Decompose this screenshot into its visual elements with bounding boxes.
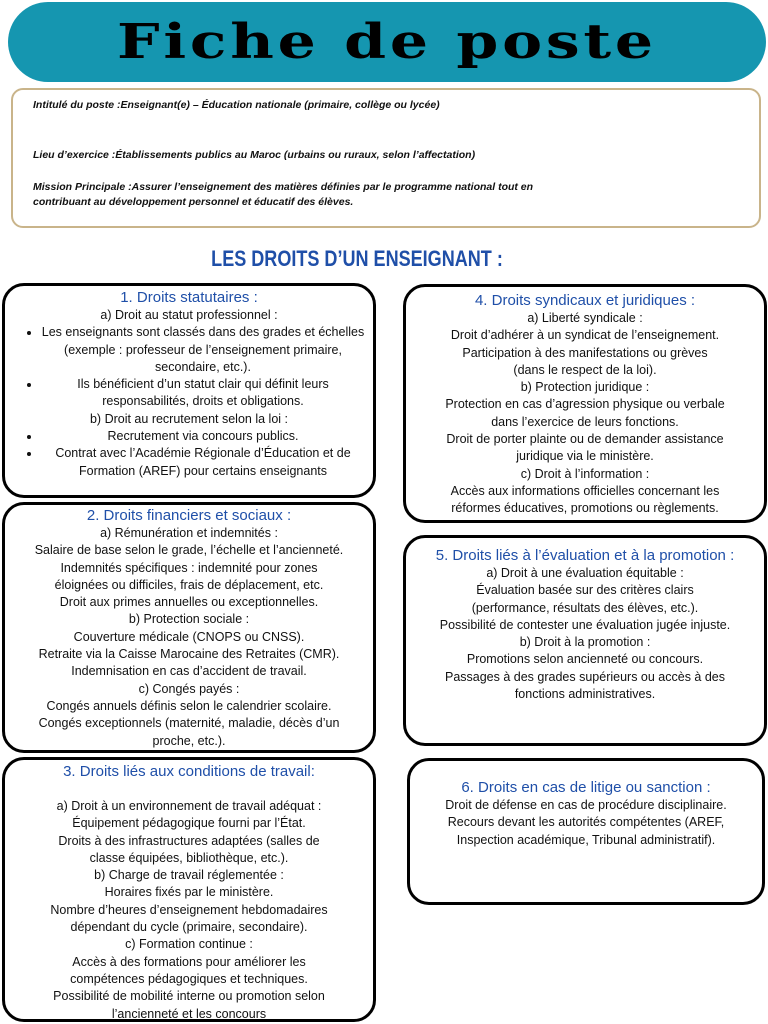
text-line: Droit de défense en cas de procédure disciplinaire. — [445, 798, 727, 812]
box-heading: 2. Droits financiers et sociaux : — [86, 507, 292, 524]
text-line: Recours devant les autorités compétentes (AREF, — [447, 815, 725, 830]
evaluation-promotion-rights-box — [403, 535, 767, 746]
text-line: a) Rémunération et indemnités : — [100, 526, 278, 540]
text-line: Accès à des formations pour améliorer les — [72, 954, 306, 969]
list-item: • Les enseignants sont classés dans des grades et échelles (exemple : professeur de l’enseignement primaire, secondaire, etc.). — [41, 324, 365, 376]
box-heading: 4. Droits syndicaux et juridiques : — [474, 292, 696, 309]
text-line: Droit aux primes annuelles ou exceptionnelles. — [59, 595, 319, 610]
list-item: • Recrutement via concours publics. — [41, 428, 365, 445]
union-legal-rights-box — [403, 284, 767, 523]
mission-line-1: Mission Principale :Assurer l’enseignement des matières définies par le programme national tout en — [33, 181, 534, 193]
text-line: Possibilité de contester une évaluation jugée injuste. — [439, 617, 731, 632]
title-banner — [8, 2, 766, 82]
list-item: • Contrat avec l’Académie Régionale d’Éducation et de Formation (AREF) pour certains enseignants — [41, 445, 365, 480]
job-info-box — [11, 88, 761, 228]
text-line: b) Droit à la promotion : — [519, 635, 651, 650]
dispute-sanction-rights-box — [407, 758, 765, 905]
text-line: l’ancienneté et les concours — [111, 1006, 267, 1021]
text-line: éloignées ou difficiles, frais de déplacement, etc. — [54, 577, 324, 592]
statutory-rights-box — [2, 283, 376, 498]
text-line: a) Droit à un environnement de travail adéquat : — [56, 799, 322, 813]
text-line: Horaires fixés par le ministère. — [104, 885, 274, 900]
text-line: Équipement pédagogique fourni par l’État. — [72, 816, 306, 831]
text-line: Indemnités spécifiques : indemnité pour zones — [60, 560, 318, 575]
text-line: Nombre d’heures d’enseignement hebdomadaires — [50, 902, 328, 917]
text-line: Congés exceptionnels (maternité, maladie, décès d’un — [38, 716, 340, 731]
text-line: b) Charge de travail réglementée : — [94, 868, 284, 883]
text-line: dans l’exercice de leurs fonctions. — [491, 414, 679, 429]
text-line: Inspection académique, Tribunal administratif). — [456, 832, 716, 847]
text-line: b) Protection sociale : — [128, 612, 250, 627]
text-line: Promotions selon ancienneté ou concours. — [466, 652, 704, 667]
box-heading: 3. Droits liés aux conditions de travail: — [63, 763, 315, 780]
text-line: compétences pédagogiques et techniques. — [70, 971, 308, 986]
text-line: c) Formation continue : — [125, 937, 253, 952]
text-line: Droits à des infrastructures adaptées (salles de — [58, 833, 320, 848]
text-line: dépendant du cycle (primaire, secondaire). — [70, 920, 308, 935]
financial-social-rights-box — [2, 502, 376, 753]
bullet-list — [5, 324, 373, 410]
text-line: Droit d’adhérer à un syndicat de l’enseignement. — [450, 328, 720, 343]
text-line: Droit de porter plainte ou de demander assistance — [446, 432, 724, 447]
mission-line-2: contribuant au développement personnel et éducatif des élèves. — [33, 196, 354, 208]
mission-line — [33, 180, 593, 210]
text-line: classe équipées, bibliothèque, etc.). — [89, 850, 289, 865]
bullet-list — [5, 428, 373, 480]
text-line: Accès aux informations officielles concernant les — [450, 483, 720, 498]
text-line: Salaire de base selon le grade, l’échelle et l’ancienneté. — [34, 543, 344, 558]
text-line: réformes éducatives, promotions ou règlements. — [451, 501, 719, 516]
text-line: Protection en cas d’agression physique ou verbale — [445, 397, 725, 412]
box-subheading: a) Droit au statut professionnel : — [100, 308, 278, 322]
text-line: juridique via le ministère. — [516, 449, 654, 464]
rights-section-title: LES DROITS D’UN ENSEIGNANT : — [211, 246, 503, 271]
box-subheading: b) Droit au recrutement selon la loi : — [89, 411, 288, 426]
text-line: Congés annuels définis selon le calendrier scolaire. — [46, 698, 332, 713]
text-line: Évaluation basée sur des critères clairs — [476, 583, 694, 598]
text-line: Couverture médicale (CNOPS ou CNSS). — [73, 629, 305, 644]
job-title-line: Intitulé du poste :Enseignant(e) – Éducation nationale (primaire, collège ou lycée) — [33, 99, 440, 111]
text-line: b) Protection juridique : — [520, 380, 650, 395]
working-conditions-rights-box — [2, 757, 376, 1022]
text-line: fonctions administratives. — [514, 687, 656, 702]
box-heading: 6. Droits en cas de litige ou sanction : — [461, 779, 711, 796]
text-line: a) Droit à une évaluation équitable : — [486, 566, 684, 580]
text-line: c) Congés payés : — [138, 681, 240, 696]
box-heading: 5. Droits liés à l’évaluation et à la promotion : — [435, 547, 735, 564]
text-line: Possibilité de mobilité interne ou promotion selon — [53, 989, 325, 1004]
list-item: • Ils bénéficient d’un statut clair qui définit leurs responsabilités, droits et obligations. — [41, 376, 365, 411]
page-title: Fiche de poste — [117, 14, 657, 70]
text-line: (performance, résultats des élèves, etc.). — [471, 600, 699, 615]
spacer — [5, 781, 373, 798]
text-line: Indemnisation en cas d’accident de travail. — [71, 664, 307, 679]
text-line: c) Droit à l’information : — [520, 466, 650, 481]
box-heading: 1. Droits statutaires : — [120, 289, 258, 306]
text-line: Participation à des manifestations ou grèves — [462, 345, 708, 360]
text-line: Passages à des grades supérieurs ou accès à des — [444, 669, 726, 684]
text-line: Retraite via la Caisse Marocaine des Retraites (CMR). — [38, 647, 340, 662]
text-line: (dans le respect de la loi). — [513, 362, 657, 377]
text-line: a) Liberté syndicale : — [527, 311, 643, 325]
text-line: proche, etc.). — [152, 733, 226, 748]
workplace-line: Lieu d’exercice :Établissements publics au Maroc (urbains ou ruraux, selon l’affectation) — [33, 149, 476, 161]
